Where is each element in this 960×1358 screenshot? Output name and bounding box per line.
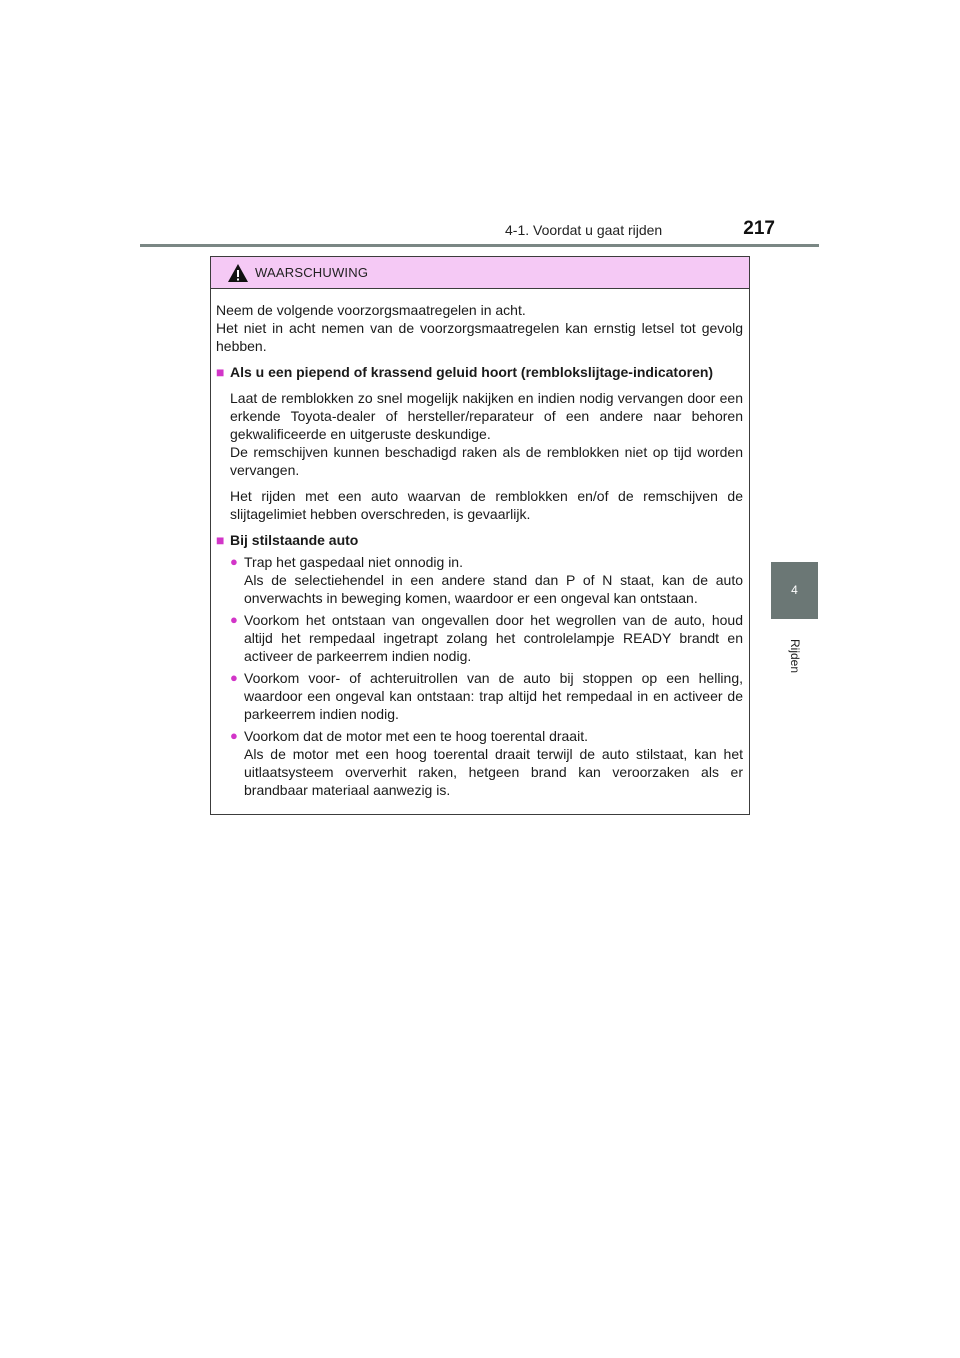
list-item-text: Voorkom voor- of achteruitrollen van de auto bij stoppen op een helling, waardoor een ongeval kan ontstaan: trap altijd het rempedaal in en activeer de parkeerrem indien nodig. [244, 670, 743, 722]
list-item-text: Trap het gaspedaal niet onnodig in. [244, 554, 463, 570]
header-rule [140, 244, 819, 247]
circle-bullet-icon: ● [230, 612, 238, 627]
page-number: 217 [743, 218, 775, 239]
paragraph: Het rijden met een auto waarvan de remblokken en/of de remschijven de slijtagelimiet hebben overschreden, is gevaarlijk. [230, 488, 743, 522]
intro-text-2: Het niet in acht nemen van de voorzorgsmaatregelen kan ernstig letsel tot gevolg hebben. [216, 320, 743, 354]
section-heading-brake-wear [216, 363, 743, 381]
warning-box [210, 256, 750, 815]
list-item-text: Als de selectiehendel in een andere stand dan P of N staat, kan de auto onverwachts in beweging komen, waardoor er een ongeval kan ontstaan. [244, 572, 743, 606]
section-heading-stationary [216, 531, 743, 549]
intro-text: Neem de volgende voorzorgsmaatregelen in acht. [216, 302, 526, 318]
paragraph: Laat de remblokken zo snel mogelijk nakijken en indien nodig vervangen door een erkende Toyota-dealer of hersteller/reparateur of een andere naar behoren gekwalificeerde en uitgeruste deskundige. [230, 390, 743, 442]
warning-body [211, 289, 749, 799]
section-heading-text: Bij stilstaande auto [230, 532, 359, 548]
circle-bullet-icon: ● [230, 728, 238, 743]
section-heading-text: Als u een piepend of krassend geluid hoort (remblokslijtage-indicatoren) [230, 364, 714, 380]
chapter-number: 4 [791, 583, 798, 597]
warning-triangle-icon [227, 263, 249, 283]
list-item-text: Voorkom dat de motor met een te hoog toerental draait. [244, 728, 588, 744]
list-item [216, 669, 743, 723]
square-bullet-icon: ■ [216, 532, 225, 548]
list-item [216, 727, 743, 799]
paragraph: De remschijven kunnen beschadigd raken als de remblokken niet op tijd worden vervangen. [230, 444, 743, 478]
page-header [505, 218, 775, 242]
list-item-text: Als de motor met een hoog toerental draait terwijl de auto stilstaat, kan het uitlaatsysteem oververhit raken, hetgeen brand kan veroorzaken als er brandbaar materiaal aanwezig is. [244, 746, 743, 798]
section-title: 4-1. Voordat u gaat rijden [505, 222, 663, 238]
circle-bullet-icon: ● [230, 670, 238, 685]
chapter-tab [771, 562, 818, 619]
warning-header [211, 257, 749, 289]
list-item-text: Voorkom het ontstaan van ongevallen door het wegrollen van de auto, houd altijd het rempedaal ingetrapt zolang het controlelampje READY brandt en activeer de parkeerrem indien nodig. [244, 612, 743, 664]
circle-bullet-icon: ● [230, 554, 238, 569]
warning-title: WAARSCHUWING [255, 265, 369, 280]
list-item [216, 611, 743, 665]
chapter-label: Rijden [788, 638, 802, 674]
list-item [216, 553, 743, 607]
square-bullet-icon: ■ [216, 364, 225, 380]
